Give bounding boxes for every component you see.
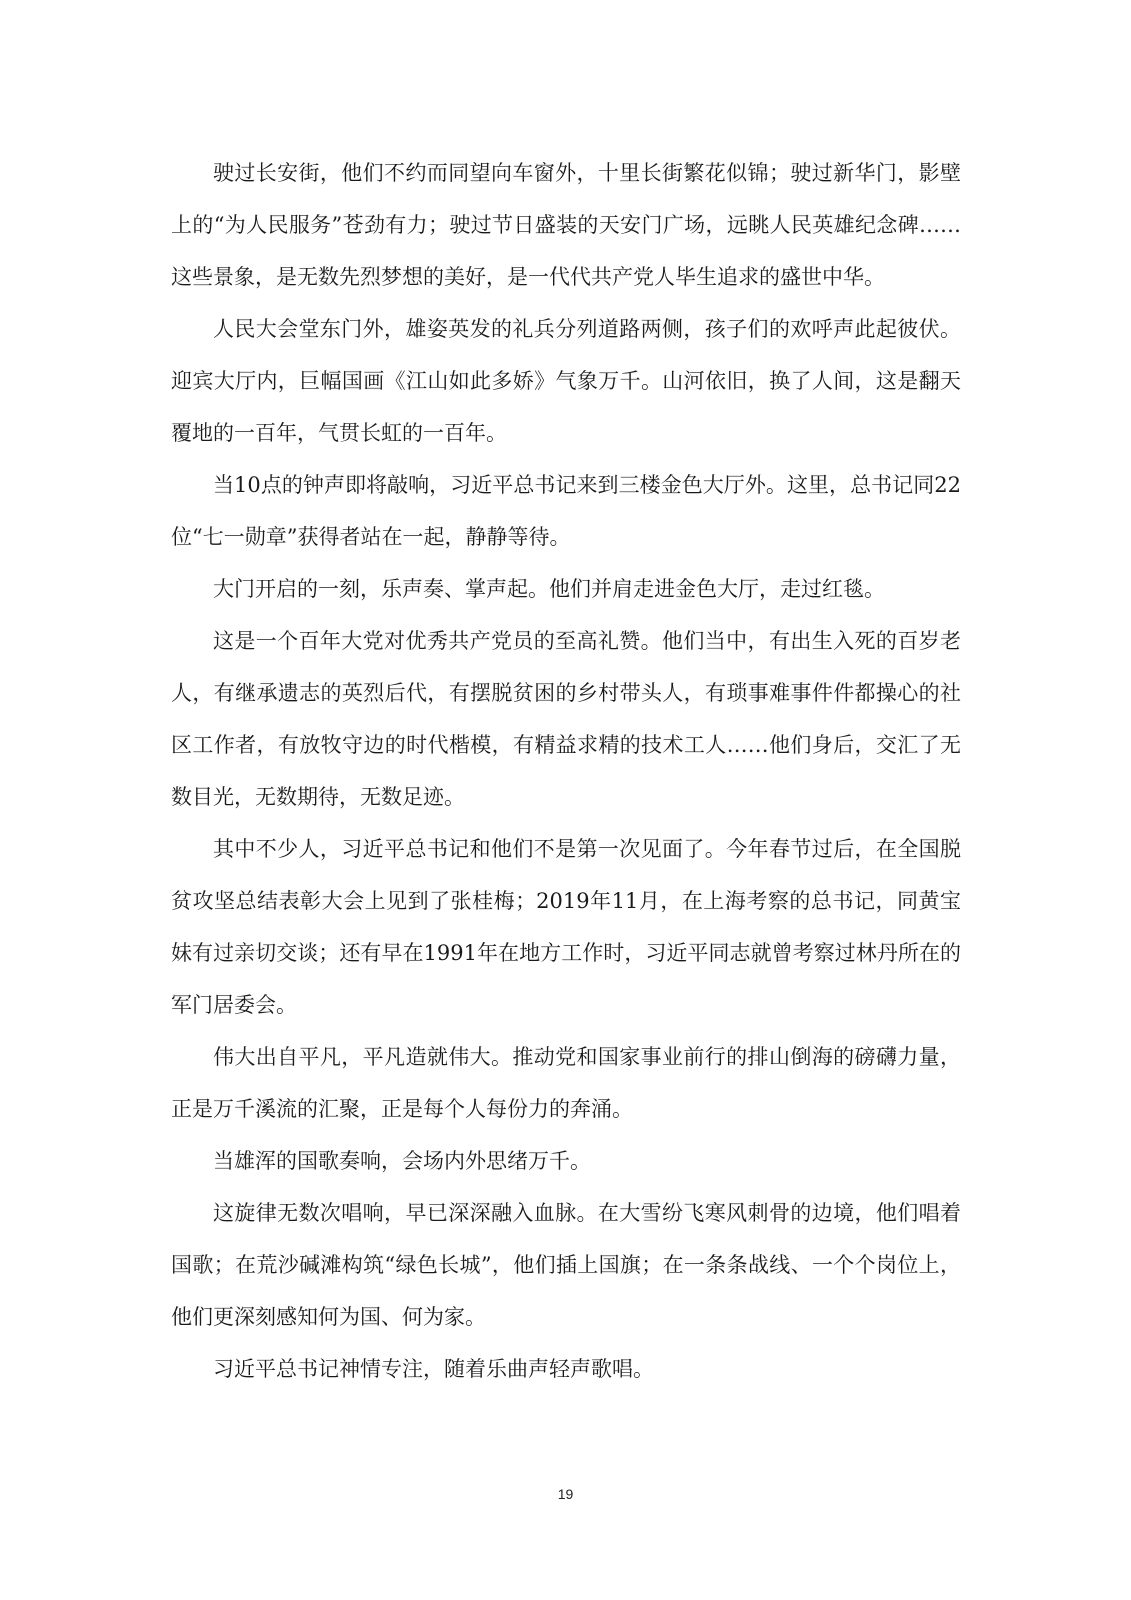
paragraph: 伟大出自平凡，平凡造就伟大。推动党和国家事业前行的排山倒海的磅礴力量，正是万千溪流的汇聚，正是每个人每份力的奔涌。 [171,1045,961,1121]
paragraph: 驶过长安街，他们不约而同望向车窗外，十里长街繁花似锦；驶过新华门，影壁上的“为人民服务”苍劲有力；驶过节日盛装的天安门广场，远眺人民英雄纪念碑……这些景象，是无数先烈梦想的美好，是一代代共产党人毕生追求的盛世中华。 [171,161,961,289]
article-body [171,147,961,1395]
page-number: 19 [557,1486,574,1502]
paragraph: 其中不少人，习近平总书记和他们不是第一次见面了。今年春节过后，在全国脱贫攻坚总结表彰大会上见到了张桂梅；2019年11月，在上海考察的总书记，同黄宝妹有过亲切交谈；还有早在1991年在地方工作时，习近平同志就曾考察过林丹所在的军门居委会。 [171,837,961,1017]
paragraph: 习近平总书记神情专注，随着乐曲声轻声歌唱。 [213,1357,654,1381]
paragraph: 当雄浑的国歌奏响，会场内外思绪万千。 [213,1149,591,1173]
paragraph: 这旋律无数次唱响，早已深深融入血脉。在大雪纷飞寒风刺骨的边境，他们唱着国歌；在荒沙碱滩构筑“绿色长城”，他们插上国旗；在一条条战线、一个个岗位上，他们更深刻感知何为国、何为家。 [171,1201,961,1329]
paragraph: 人民大会堂东门外，雄姿英发的礼兵分列道路两侧，孩子们的欢呼声此起彼伏。迎宾大厅内，巨幅国画《江山如此多娇》气象万千。山河依旧，换了人间，这是翻天覆地的一百年，气贯长虹的一百年。 [171,317,961,445]
paragraph: 这是一个百年大党对优秀共产党员的至高礼赞。他们当中，有出生入死的百岁老人，有继承遗志的英烈后代，有摆脱贫困的乡村带头人，有琐事难事件件都操心的社区工作者，有放牧守边的时代楷模，有精益求精的技术工人……他们身后，交汇了无数目光，无数期待，无数足迹。 [171,629,961,809]
paragraph: 当10点的钟声即将敲响，习近平总书记来到三楼金色大厅外。这里，总书记同22位“七一勋章”获得者站在一起，静静等待。 [171,473,961,549]
paragraph: 大门开启的一刻，乐声奏、掌声起。他们并肩走进金色大厅，走过红毯。 [213,577,885,601]
